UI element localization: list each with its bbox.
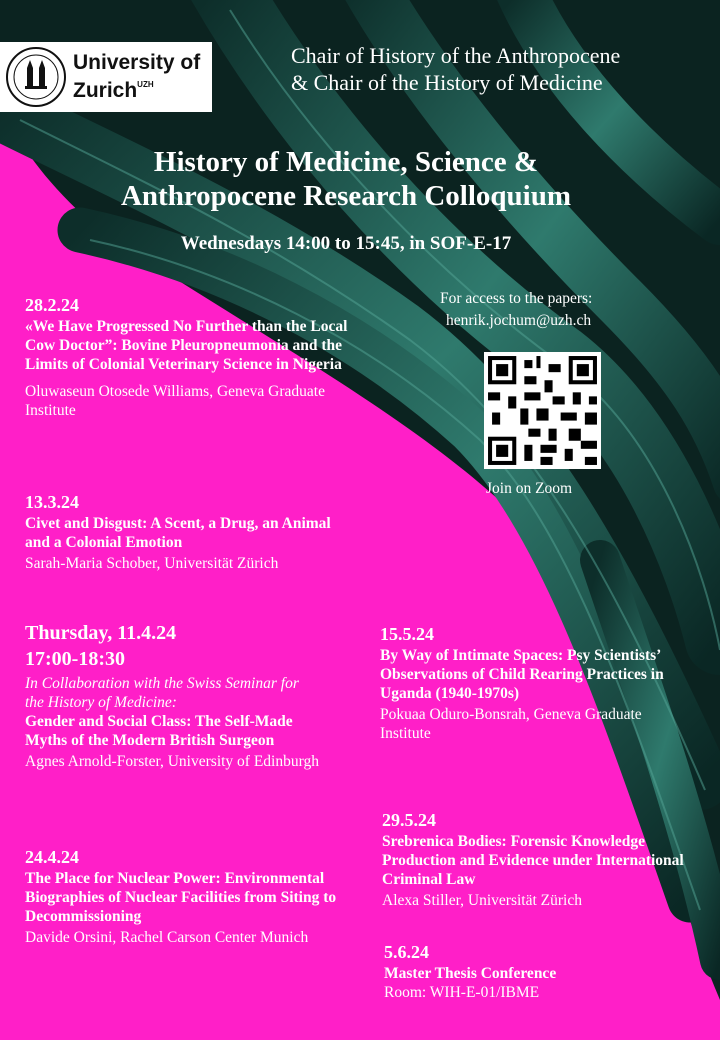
event-item: [25, 293, 360, 420]
event-speaker: Agnes Arnold-Forster, University of Edinburgh: [25, 753, 319, 770]
chair-line1: Chair of History of the Anthropocene: [291, 43, 621, 68]
schedule-subtitle: Wednesdays 14:00 to 15:45, in SOF-E-17: [180, 233, 512, 254]
event-time: 17:00-18:30: [25, 648, 125, 670]
event-title: By Way of Intimate Spaces: Psy Scientists’ Observations of Child Rearing Practices in Uganda (1940-1970s): [380, 647, 664, 702]
contact-email-link[interactable]: henrik.jochum@uzh.ch: [446, 312, 592, 329]
logo-line2: Zurich: [73, 79, 138, 102]
logo-suffix: UZH: [137, 80, 154, 89]
logo-text: [73, 52, 200, 102]
event-date: 5.6.24: [384, 942, 429, 962]
event-title: Gender and Social Class: The Self-Made Myths of the Modern British Surgeon: [25, 713, 293, 749]
event-title: «We Have Progressed No Further than the Local Cow Doctor”: Bovine Pleuropneumonia and the Limits of Colonial Veterinary Science in Nigeria: [25, 318, 348, 373]
qr-code-icon[interactable]: [484, 352, 601, 469]
event-speaker: Pokuaa Oduro-Bonsrah, Geneva Graduate Institute: [380, 706, 642, 742]
event-title: The Place for Nuclear Power: Environmental Biographies of Nuclear Facilities from Siting to Decommissioning: [25, 870, 337, 925]
title-line2: Anthropocene Research Colloquium: [120, 180, 572, 212]
event-note: In Collaboration with the Swiss Seminar for the History of Medicine:: [25, 675, 299, 711]
event-item: [380, 622, 700, 743]
event-speaker: Sarah-Maria Schober, Universität Zürich: [25, 555, 279, 572]
event-date: 28.2.24: [25, 295, 79, 315]
event-date: 29.5.24: [382, 810, 436, 830]
event-item: [25, 620, 335, 771]
event-date: 13.3.24: [25, 492, 79, 512]
access-line: For access to the papers:: [440, 290, 593, 307]
logo-line1: University of: [73, 51, 201, 74]
event-item: [25, 490, 345, 573]
event-title: Civet and Disgust: A Scent, a Drug, an Animal and a Colonial Emotion: [25, 515, 331, 551]
event-date: Thursday, 11.4.24: [25, 622, 177, 644]
event-title: Master Thesis Conference: [384, 965, 557, 982]
page-title: [40, 145, 652, 213]
event-title: Srebrenica Bodies: Forensic Knowledge Production and Evidence under International Criminal Law: [382, 833, 684, 888]
zoom-link[interactable]: Join on Zoom: [486, 480, 573, 497]
event-speaker: Alexa Stiller, Universität Zürich: [382, 892, 582, 909]
event-room: Room: WIH-E-01/IBME: [384, 984, 540, 1001]
event-date: 15.5.24: [380, 624, 434, 644]
access-info: [440, 288, 660, 332]
university-logo: [0, 42, 212, 112]
event-speaker: Oluwaseun Otosede Williams, Geneva Graduate Institute: [25, 383, 325, 419]
event-item: [384, 940, 704, 1002]
event-date: 24.4.24: [25, 847, 79, 867]
uzh-seal-icon: [5, 46, 67, 108]
event-item: [25, 845, 360, 947]
chair-line2: & Chair of the History of Medicine: [291, 70, 603, 95]
title-line1: History of Medicine, Science &: [153, 146, 539, 178]
chair-heading: [291, 42, 620, 96]
event-item: [382, 808, 702, 910]
event-speaker: Davide Orsini, Rachel Carson Center Munich: [25, 929, 309, 946]
